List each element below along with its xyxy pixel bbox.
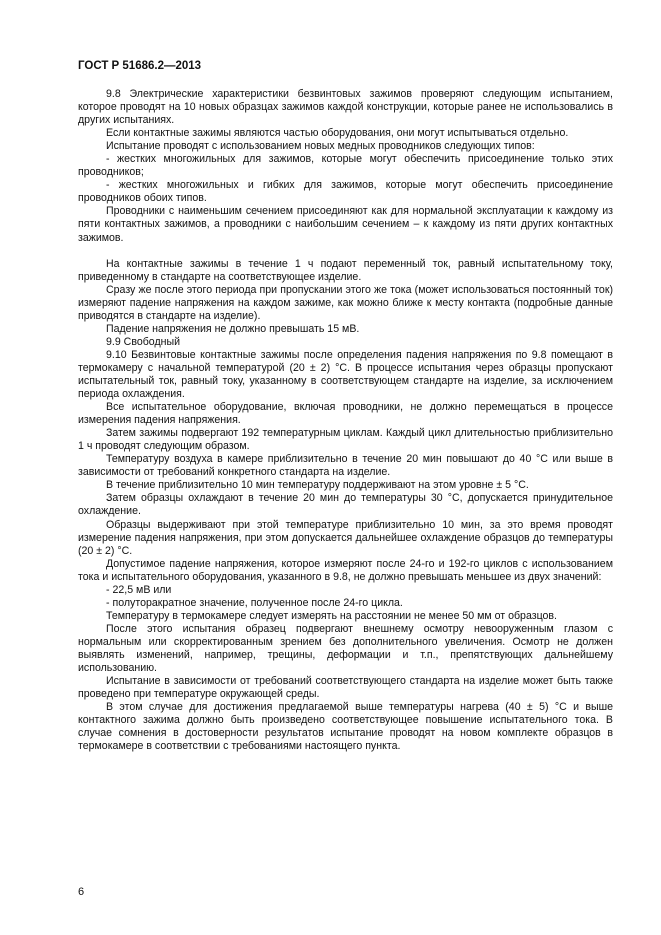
paragraph: На контактные зажимы в течение 1 ч подают переменный ток, равный испытательному току, приведенному в стандарте на соответствующее изделие. (78, 257, 613, 283)
paragraph: Затем образцы охлаждают в течение 20 мин до температуры 30 °С, допускается принудительное охлаждение. (78, 492, 613, 518)
paragraph: - 22,5 мВ или (106, 583, 172, 596)
document-body (78, 88, 613, 753)
document-header: ГОСТ Р 51686.2—2013 (78, 60, 202, 72)
paragraph: - полуторакратное значение, полученное после 24-го цикла. (106, 596, 403, 609)
paragraph: Испытание проводят с использованием новых медных проводников следующих типов: (106, 140, 535, 153)
paragraph: Сразу же после этого периода при пропускании этого же тока (может использоваться постоянный ток) измеряют падение напряжения на каждом зажиме, как можно ближе к месту контакта (подробные данные приводятся в стандарте на изделие). (78, 283, 613, 322)
page-number: 6 (78, 886, 85, 898)
paragraph: Затем зажимы подвергают 192 температурным циклам. Каждый цикл длительностью приблизительно 1 ч проводят следующим образом. (78, 427, 613, 453)
paragraph: 9.9 Свободный (106, 335, 181, 348)
paragraph: - жестких многожильных и гибких для зажимов, которые могут обеспечить присоединение проводников обоих типов. (78, 179, 613, 205)
paragraph: - жестких многожильных для зажимов, которые могут обеспечить присоединение только этих проводников; (78, 153, 613, 179)
paragraph: Если контактные зажимы являются частью оборудования, они могут испытываться отдельно. (106, 127, 569, 140)
paragraph: 9.10 Безвинтовые контактные зажимы после определения падения напряжения по 9.8 помещают в термокамеру с начальной температурой (20 ± 2) °С. В процессе испытания через образцы пропускают испытательный ток, равный току, указанному в соответствующем стандарте на изделие, за исключением периода охлаждения. (78, 348, 613, 401)
paragraph: Падение напряжения не должно превышать 15 мВ. (106, 322, 360, 335)
paragraph: Температуру в термокамере следует измерять на расстоянии не менее 50 мм от образцов. (106, 609, 557, 622)
paragraph: Испытание в зависимости от требований соответствующего стандарта на изделие может быть также проведено при температуре окружающей среды. (78, 675, 613, 701)
paragraph: 9.8 Электрические характеристики безвинтовых зажимов проверяют следующим испытанием, которое проводят на 10 новых образцах зажимов каждой конструкции, которые ранее не использовались в других испытаниях. (78, 88, 613, 127)
paragraph: Проводники с наименьшим сечением присоединяют как для нормальной эксплуатации к каждому из пяти контактных зажимов, а проводники с наибольшим сечением – к каждому из пяти других контактных зажимов. (78, 205, 613, 244)
paragraph: В течение приблизительно 10 мин температуру поддерживают на этом уровне ± 5 °С. (106, 479, 529, 492)
paragraph: В этом случае для достижения предлагаемой выше температуры нагрева (40 ± 5) °С и выше контактного зажима должно быть произведено соответствующее повышение испытательного тока. В случае сомнения в достоверности результатов испытание проводят на новом комплекте образцов в термокамере в соответствии с требованиями настоящего пункта. (78, 701, 613, 753)
paragraph: После этого испытания образец подвергают внешнему осмотру невооруженным глазом с нормальным или скорректированным зрением без дополнительного увеличения. Осмотр не должен выявлять изменений, например, трещины, деформации и т.п., препятствующих дальнейшему использованию. (78, 622, 613, 675)
paragraph: Допустимое падение напряжения, которое измеряют после 24-го и 192-го циклов с использованием тока и испытательного оборудования, указанного в 9.8, не должно превышать меньшее из двух значений: (78, 557, 613, 583)
paragraph: Образцы выдерживают при этой температуре приблизительно 10 мин, за это время проводят измерение падения напряжения, при этом допускается дальнейшее охлаждение образцов до температуры (20 ± 2) °С. (78, 518, 613, 557)
paragraph: Все испытательное оборудование, включая проводники, не должно перемещаться в процессе измерения падения напряжения. (78, 401, 613, 427)
paragraph: Температуру воздуха в камере приблизительно в течение 20 мин повышают до 40 °С или выше в зависимости от требований конкретного стандарта на изделие. (78, 453, 613, 479)
